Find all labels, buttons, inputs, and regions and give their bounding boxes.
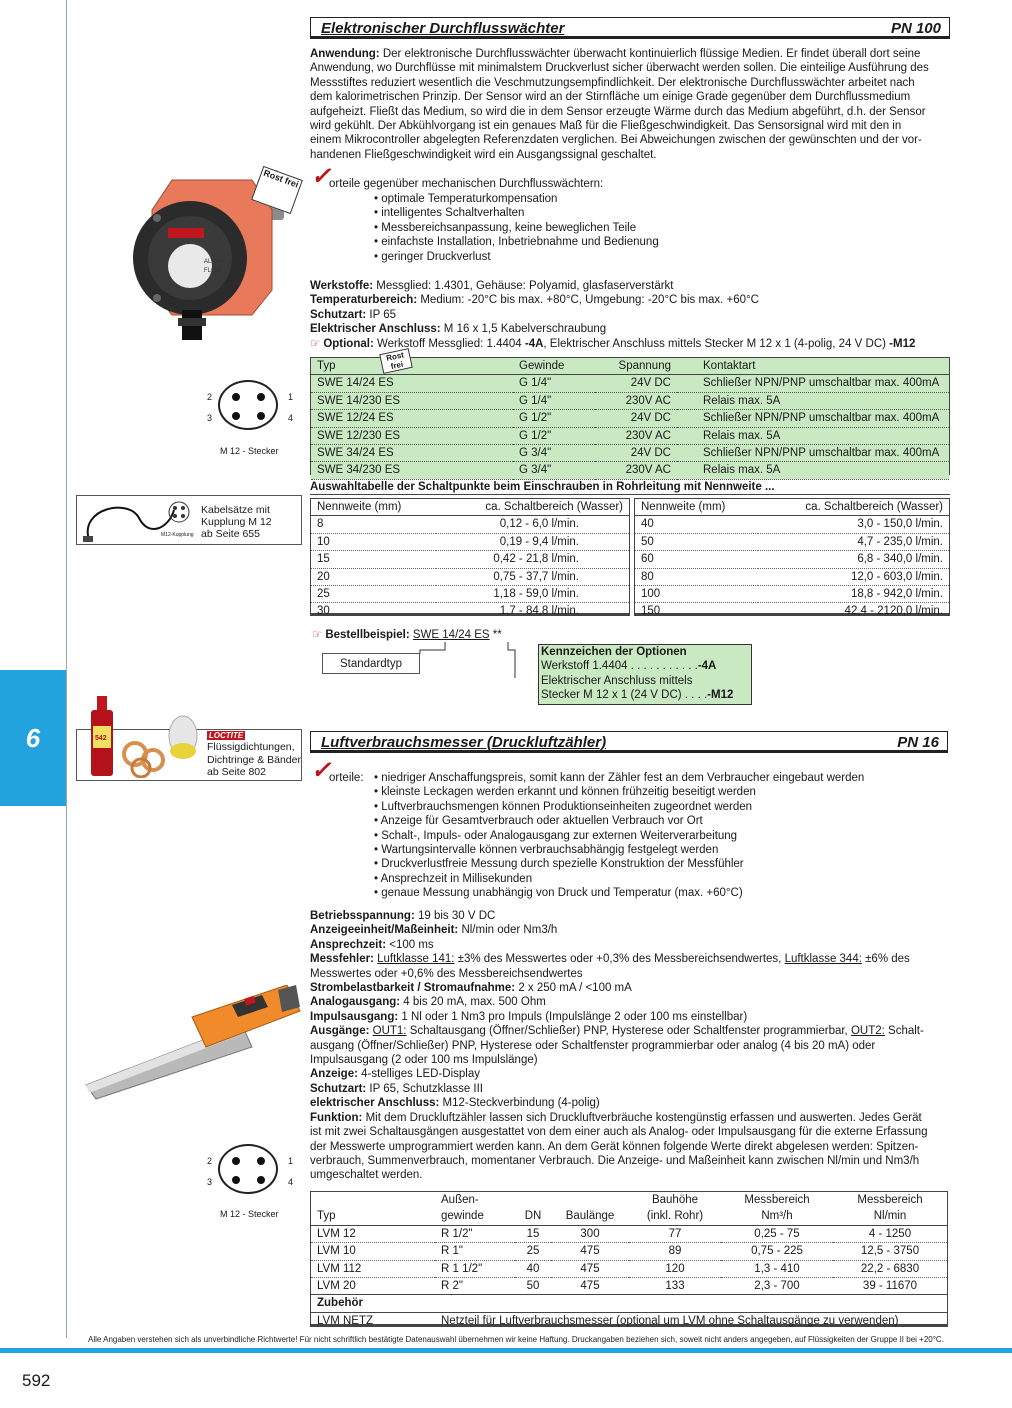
list-item: • Schalt-, Impuls- oder Analogausgang zur externen Weiterverarbeitung	[374, 829, 864, 843]
table-row: 60 6,8 - 340,0 l/min.	[635, 551, 949, 568]
col-header: Nennweite (mm)	[641, 500, 726, 513]
table-row: SWE 12/24 ES G 1/2" 24V DC Schließer NPN/PNP umschaltbar max. 400mA	[311, 410, 949, 427]
spec-label: Temperaturbereich:	[310, 294, 418, 307]
spec-value: IP 65	[366, 308, 397, 321]
col-header: ca. Schaltbereich (Wasser)	[805, 500, 943, 513]
table-row: 80 12,0 - 603,0 l/min.	[635, 568, 949, 585]
optional-value: , Elektrischer Anschluss mittels Stecker M 12 x 1 (4-polig, 24 V DC)	[543, 337, 890, 350]
pin-label: 1	[288, 392, 294, 402]
col-header: ca. Schaltbereich (Wasser)	[485, 500, 623, 513]
order-suffix: **	[489, 629, 502, 641]
checkmark-icon: ✓	[311, 757, 332, 784]
bottle-label: 542	[95, 735, 107, 742]
footer-bar	[0, 1348, 1012, 1353]
section-header-flow-switch	[310, 17, 950, 39]
table-row: 15 0,42 - 21,8 l/min.	[311, 551, 629, 568]
spec-label: Schutzart:	[310, 308, 367, 321]
pin-dot	[232, 412, 240, 420]
options-legend	[538, 644, 752, 705]
application-line: einem Mikrocontroller abgelegten Referenzdaten verglichen. Bei Abweichungen zwischen der gewünschten und der vor-	[310, 134, 922, 147]
section-header-air-meter	[310, 731, 948, 753]
table-row: LVM 112 R 1 1/2" 40 475 120 1,3 - 410 22,2 - 6830	[311, 1260, 947, 1277]
list-item: • genaue Messung unabhängig von Druck und Temperatur (max. +60°C)	[374, 886, 864, 900]
pin-dot	[232, 393, 240, 401]
rostfrei-badge: Rost frei	[379, 348, 413, 374]
loctite-product-image	[83, 696, 207, 778]
loctite-box[interactable]	[76, 729, 302, 781]
application-line: aufgeheizt. Fließt das Medium, so wird die in dem Sensor erzeugte Wärme durch das Medium abgeführt, d.h. der Sensor	[310, 105, 926, 118]
table-row: LVM 10 R 1" 25 475 89 0,75 - 225 12,5 - 3750	[311, 1243, 947, 1260]
pin-label: 2	[207, 1156, 213, 1166]
advantages-heading: orteile gegenüber mechanischen Durchflusswächtern:	[329, 178, 604, 190]
list-item: • Messbereichsanpassung, keine beweglichen Teile	[374, 221, 659, 235]
application-label: Anwendung:	[310, 48, 380, 60]
table-row: SWE 14/24 ES G 1/4" 24V DC Schließer NPN/PNP umschaltbar max. 400mA	[311, 375, 949, 392]
selection-table-left	[310, 498, 630, 616]
table-row: SWE 34/24 ES G 3/4" 24V DC Schließer NPN/PNP umschaltbar max. 400mA	[311, 444, 949, 461]
loctite-logo: LOCTITE	[208, 731, 244, 740]
m12-connector-diagram	[218, 1144, 278, 1194]
spec-label: Werkstoffe:	[310, 280, 374, 292]
pin-dot	[257, 412, 265, 420]
pointing-hand-icon: ☞	[310, 337, 321, 350]
table-row: 25 1,18 - 59,0 l/min.	[311, 585, 629, 602]
col-header: Nennweite (mm)	[317, 500, 402, 513]
table-row: 30 1,7 - 84,8 l/min.	[317, 605, 579, 618]
pin-dot	[257, 393, 265, 401]
connector-label: M 12 - Stecker	[220, 1209, 279, 1219]
spec-list: Betriebsspannung: 19 bis 30 V DC Anzeigeeinheit/Maßeinheit: Nl/min oder Nm3/h Ansprechzeit: <100 ms Messfehler: Luftklasse 141: ±3% des Messwertes oder +0,3% des Messbereichsendwertes, Luftklasse 344: ±6% des Messwertes oder +0,6% des Messbereichsendwertes Strombelastbarkeit / Stromaufnahme: 2 x 250 mA / <100 mA Analogausgang: 4 bis 20 mA, max. 500 Ohm Impulsausgang: 1 Nl oder 1 Nm3 pro Impuls (Impulslänge 2 oder 100 ms einstellbar) Ausgänge: OUT1: Schaltausgang (Öffner/Schließer) PNP, Hysterese oder Schaltfenster programmierbar, OUT2: Schalt- ausgang (Öffner/Schließer) PNP, Hysterese oder Schaltfenster programmierbar oder analog (4 bis 20 mA) oder Impulsausgang (2 oder 100 ms Impulslänge) Anzeige: 4-stelliges LED-Display Schutzart: IP 65, Schutzklasse III elektrischer Anschluss: M12-Steckverbindung (4-polig) Funktion: Mit dem Druckluftzähler lassen sich Druckluftverbräuche kostengünstig erfassen und auswerten. Jedes Gerät ist mit zwei Schaltausgängen ausgestattet von dem einer auch als Analog- oder Impulsausgang für die externe Erfassung der Messwerte umprogrammiert werden kann. An dem Gerät können folgende Werte direkt abgelesen werden: Spitzen- verbrauch, Summenverbrauch, momentaner Verbrauch. Die Anzeige- und Maßeinheit kann zwischen Nl/min und Nm3/h umgeschaltet werden.	[310, 910, 928, 1182]
table-row: SWE 14/230 ES G 1/4" 230V AC Relais max. 5A	[311, 392, 949, 409]
loctite-text: Flüssigdichtungen, Dichtringe & Bänder ab Seite 802	[207, 741, 301, 778]
rostfrei-badge: Rost frei	[251, 166, 303, 214]
pin-dot	[232, 1157, 240, 1165]
col-header: Spannung	[595, 358, 677, 375]
pin-label: 4	[288, 1177, 294, 1187]
spec-value: Medium: -20°C bis max. +80°C, Umgebung: -20°C bis max. +60°C	[417, 294, 759, 307]
pin-dot	[257, 1157, 265, 1165]
checkmark-icon: ✓	[311, 163, 332, 190]
accessory-heading: Zubehör	[317, 1297, 363, 1310]
list-item: • Luftverbrauchsmengen können Produktionseinheiten zugeordnet werden	[374, 800, 864, 814]
option-code: -4A	[697, 660, 717, 673]
list-item: • Anzeige für Gesamtverbrauch oder aktuellen Verbrauch vor Ort	[374, 814, 864, 828]
pin-dot	[257, 1176, 265, 1184]
m12-connector-diagram	[218, 380, 278, 430]
device-label-alarm: ALARM	[204, 259, 225, 265]
device-label-flow: FLOW	[204, 268, 222, 274]
lvm-table: Außen- Bauhöhe Messbereich Messbereich Typ gewinde DN Baulänge (inkl. Rohr) Nm³/h Nl/min LVM 12 R 1/2" 15 300 77 0,25 - 75 4 - 1250 LVM 10 R 1" 25 475 89 0,75 - 225 12,5 - 3750 LVM 112 R 1 1/2" 40 475 120 1,3 - 410 22,2 - 6830 LVM 20 R 2" 50 475 133 2,3 - 700 39 - 11670 Zubehör LVM NETZ Netzteil für Luftverbrauchsmesser (optional um LVM ohne Schaltausgänge zu verwenden)	[310, 1191, 948, 1327]
section-title: Luftverbrauchsmesser (Druckluftzähler)	[321, 734, 607, 751]
divider	[310, 494, 950, 495]
table-row: 100 18,8 - 942,0 l/min.	[635, 585, 949, 602]
table-row: SWE 34/230 ES G 3/4" 230V AC Relais max. 5A	[311, 462, 949, 479]
list-item: • intelligentes Schaltverhalten	[374, 206, 659, 220]
pin-label: 3	[207, 413, 213, 423]
option-code: -M12	[707, 689, 734, 702]
pin-label: 1	[288, 1156, 294, 1166]
application-line: handenen Fließgeschwindigkeit wird ein Ausgangssignal geschaltet.	[310, 148, 657, 161]
section-title: Elektronischer Durchflusswächter	[321, 20, 565, 37]
application-line: Der elektronische Durchflusswächter überwacht kontinuierlich flüssige Medien. Er findet überall dort seine	[379, 48, 921, 60]
col-header: Typ	[311, 358, 513, 375]
optional-value: Werkstoff Messglied: 1.4404	[373, 337, 525, 350]
option-code: -M12	[889, 337, 916, 350]
page-number: 592	[22, 1371, 51, 1390]
table-row: 150 42,4 - 2120,0 l/min.	[641, 605, 943, 618]
product-table	[310, 350, 950, 477]
table-row: LVM NETZ Netzteil für Luftverbrauchsmesser (optional um LVM ohne Schaltausgänge zu verwenden)	[317, 1314, 899, 1327]
list-item: • optimale Temperaturkompensation	[374, 192, 659, 206]
option-code: -4A	[524, 337, 544, 350]
table-row: LVM 20 R 2" 50 475 133 2,3 - 700 39 - 11670	[311, 1277, 947, 1294]
list-item: • kleinste Leckagen werden erkannt und können frühzeitig beseitigt werden	[374, 785, 864, 799]
cable-set-box[interactable]	[76, 495, 302, 545]
cable-small-label: M12-Kupplung	[161, 532, 194, 538]
spec-value: Messglied: 1.4301, Gehäuse: Polyamid, glasfaserverstärkt	[373, 280, 674, 292]
advantages-heading: orteile:	[329, 772, 364, 784]
list-item: • geringer Druckverlust	[374, 250, 659, 264]
advantages-list	[374, 192, 659, 264]
pointing-hand-icon: ☞	[312, 629, 323, 641]
selection-table-right	[634, 498, 950, 616]
list-item: • Ansprechzeit in Millisekunden	[374, 872, 864, 886]
order-value: SWE 14/24 ES	[412, 629, 490, 641]
col-header: Gewinde	[513, 358, 595, 375]
spec-list	[310, 279, 950, 351]
list-item: • einfachste Installation, Inbetriebnahme und Bedienung	[374, 235, 659, 249]
options-line: Elektrischer Anschluss mittels	[541, 674, 693, 687]
pressure-rating: PN 16	[897, 734, 939, 751]
options-title: Kennzeichen der Optionen	[541, 646, 687, 658]
advantages-list	[374, 771, 864, 901]
table-row: LVM 12 R 1/2" 15 300 77 0,25 - 75 4 - 1250	[311, 1225, 947, 1242]
application-text	[310, 47, 950, 162]
table-row: 10 0,19 - 9,4 l/min.	[311, 533, 629, 550]
table-row: 8 0,12 - 6,0 l/min.	[311, 516, 629, 533]
optional-label: Optional:	[323, 337, 374, 350]
application-line: Anwendung, wo Durchflüsse mit minimalstem Druckverlust sicher überwacht werden sollen. Die einteilige Ausführung des	[310, 62, 929, 75]
spec-value: M 16 x 1,5 Kabelverschraubung	[440, 323, 607, 336]
chapter-tab[interactable]: 6	[0, 670, 66, 806]
pin-label: 2	[207, 392, 213, 402]
standard-type-box: Standardtyp	[322, 653, 420, 674]
selection-table-title: Auswahltabelle der Schaltpunkte beim Einschrauben in Rohrleitung mit Nennweite ...	[310, 481, 775, 493]
table-row: 40 3,0 - 150,0 l/min.	[635, 516, 949, 533]
pin-label: 3	[207, 1177, 213, 1187]
pin-dot	[232, 1176, 240, 1184]
options-line: Stecker M 12 x 1 (24 V DC) . . . .	[541, 689, 708, 702]
list-item: • niedriger Anschaffungspreis, somit kann der Zähler fest an dem Verbraucher eingebaut werden	[374, 771, 864, 785]
cable-set-text: Kabelsätze mit Kupplung M 12 ab Seite 655	[201, 504, 272, 540]
connector-label: M 12 - Stecker	[220, 446, 279, 456]
col-header: Kontaktart	[677, 358, 949, 375]
table-row: SWE 12/230 ES G 1/2" 230V AC Relais max. 5A	[311, 427, 949, 444]
pressure-rating: PN 100	[890, 20, 941, 37]
order-example	[312, 628, 502, 642]
margin-rule	[66, 0, 67, 1338]
list-item: • Druckverlustfreie Messung durch spezielle Konstruktion der Messfühler	[374, 857, 864, 871]
order-label: Bestellbeispiel:	[325, 629, 410, 641]
list-item: • Wartungsintervalle können verbrauchsabhängig festgelegt werden	[374, 843, 864, 857]
footer-disclaimer: Alle Angaben verstehen sich als unverbindliche Richtwerte! Für nicht schriftlich bestätigte Datenauswahl übernehmen wir keine Haftung. Druckangaben beziehen sich, soweit nicht anders angegeben, auf Flüssigkeiten der Gruppe II bei +20°C.	[88, 1335, 944, 1344]
options-line: Werkstoff 1.4404 . . . . . . . . . . .	[541, 660, 698, 673]
pin-label: 4	[288, 413, 294, 423]
table-row: 50 4,7 - 235,0 l/min.	[635, 533, 949, 550]
table-row: 20 0,75 - 37,7 l/min.	[311, 568, 629, 585]
application-line: dem kalorimetrischen Prinzip. Der Sensor wird an der Stirnfläche um einige Grade gegenüber dem Durchflussmedium	[310, 91, 911, 104]
air-meter-image	[82, 985, 302, 1100]
spec-label: Elektrischer Anschluss:	[310, 323, 441, 336]
application-line: Messstiftes reduziert wesentlich die Veschmutzungsempfindlichkeit. Der elektronische Durchflusswächter arbeitet nach	[310, 76, 915, 89]
application-line: wird gekühlt. Der Abkühlvorgang ist ein genaues Maß für die Fließgeschwindigkeit. Das Sensorsignal wird mit den in	[310, 120, 902, 133]
